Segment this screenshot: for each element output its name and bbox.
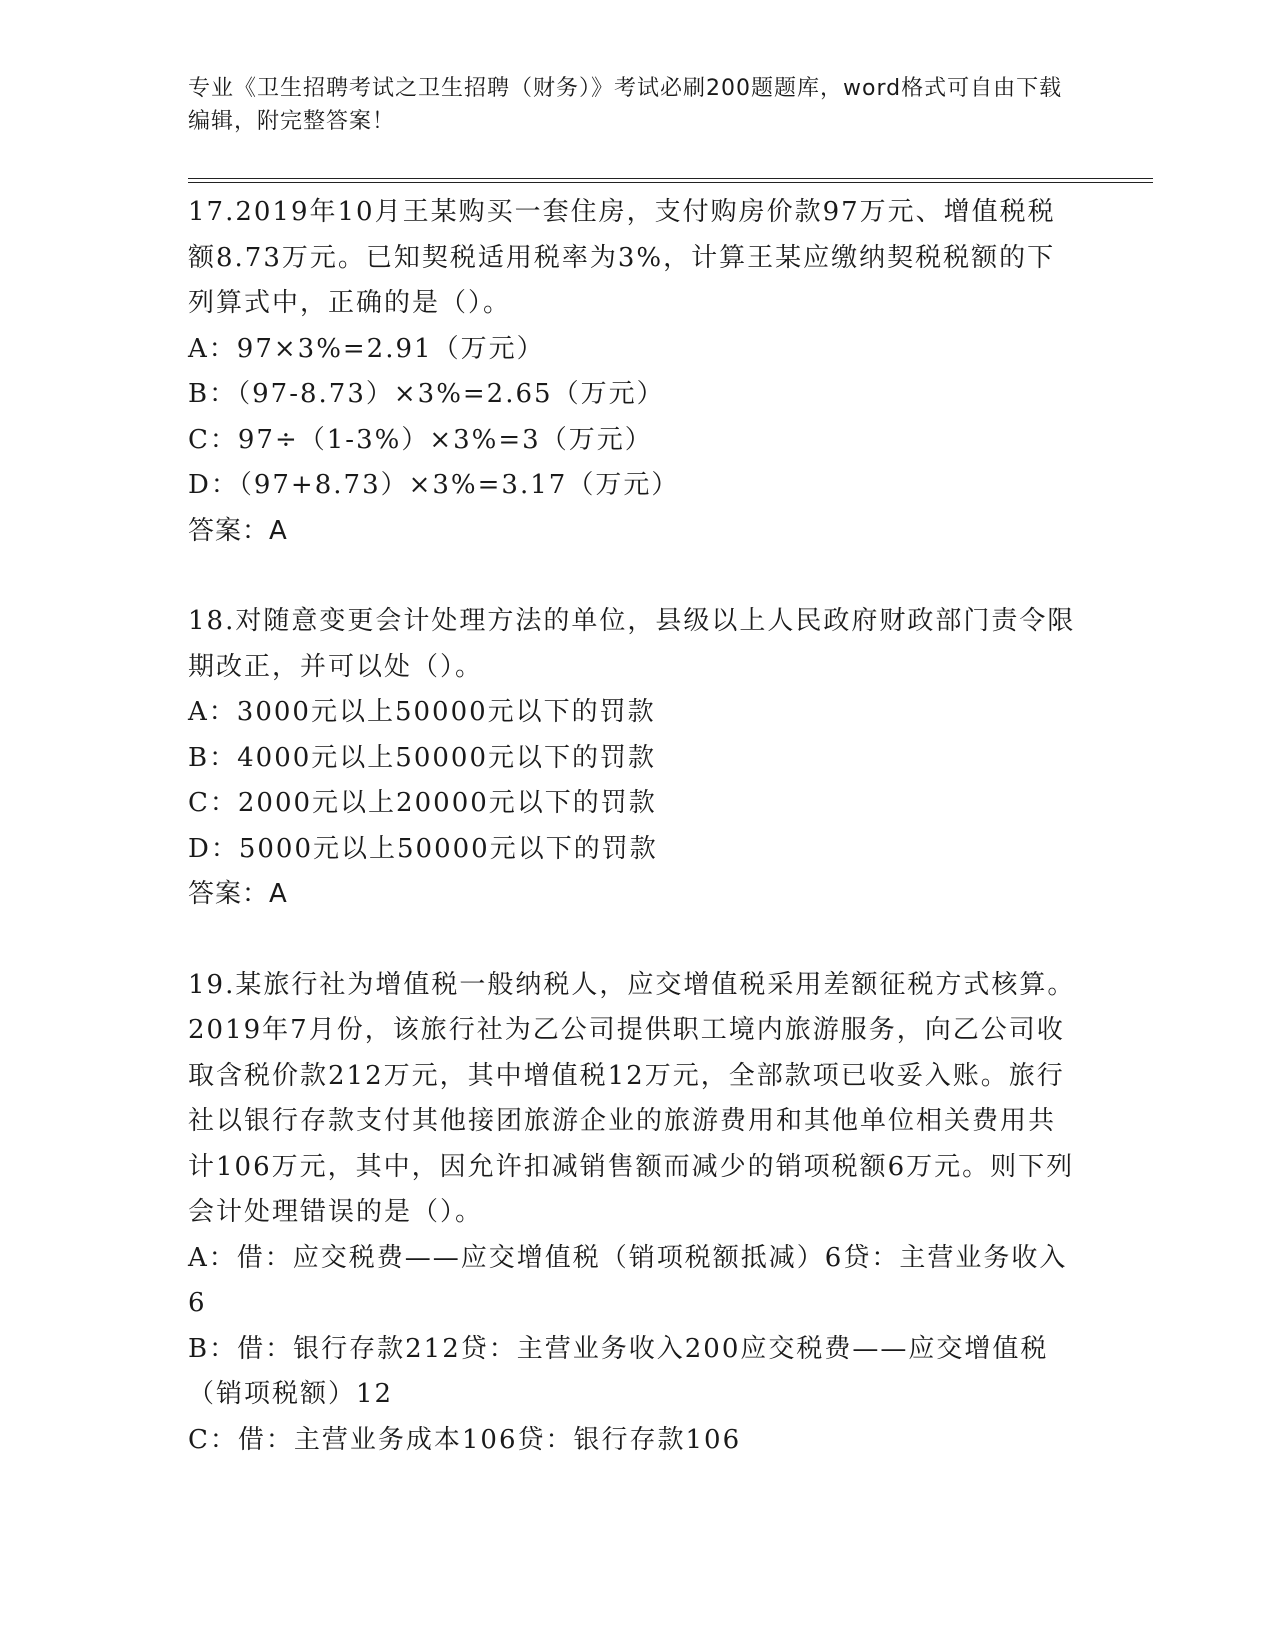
answer: 答案：A xyxy=(188,879,288,909)
option-b: B：借：银行存款212贷：主营业务收入200应交税费——应交增值税（销项税额）12 xyxy=(188,1333,1049,1409)
question-19 xyxy=(188,963,1078,1464)
option-c: C：2000元以上20000元以下的罚款 xyxy=(188,788,657,818)
option-b: B：4000元以上50000元以下的罚款 xyxy=(188,742,656,773)
question-text: 17.2019年10月王某购买一套住房，支付购房价款97万元、增值税税额8.73万元。已知契税适用税率为3%，计算王某应缴纳契税税额的下列算式中，正确的是（）。 xyxy=(188,197,1056,318)
question-list xyxy=(188,190,1078,1463)
option-c: C：借：主营业务成本106贷：银行存款106 xyxy=(188,1424,742,1455)
option-d: D：（97+8.73）×3%=3.17（万元） xyxy=(188,470,680,500)
header-divider xyxy=(188,178,1153,183)
document-header: 专业《卫生招聘考试之卫生招聘（财务）》考试必刷200题题库，word格式可自由下载编辑，附完整答案！ xyxy=(188,76,1063,134)
option-a: A：3000元以上50000元以下的罚款 xyxy=(188,697,656,727)
question-17 xyxy=(188,190,1078,554)
option-a: A：97×3%=2.91（万元） xyxy=(188,333,545,364)
answer: 答案：A xyxy=(188,515,288,546)
option-d: D：5000元以上50000元以下的罚款 xyxy=(188,833,658,864)
option-c: C：97÷（1-3%）×3%=3（万元） xyxy=(188,424,653,455)
option-a: A：借：应交税费——应交增值税（销项税额抵减）6贷：主营业务收入6 xyxy=(188,1242,1068,1318)
question-text: 19.某旅行社为增值税一般纳税人，应交增值税采用差额征税方式核算。2019年7月份，该旅行社为乙公司提供职工境内旅游服务，向乙公司收取含税价款212万元，其中增值税12万元，全部款项已收妥入账。旅行社以银行存款支付其他接团旅游企业的旅游费用和其他单位相关费用共计106万元，其中，因允许扣减销售额而减少的销项税额6万元。则下列会计处理错误的是（）。 xyxy=(188,969,1076,1227)
question-text: 18.对随意变更会计处理方法的单位，县级以上人民政府财政部门责令限期改正，并可以处（）。 xyxy=(188,606,1076,682)
question-18 xyxy=(188,599,1078,918)
option-b: B：（97-8.73）×3%=2.65（万元） xyxy=(188,379,665,409)
